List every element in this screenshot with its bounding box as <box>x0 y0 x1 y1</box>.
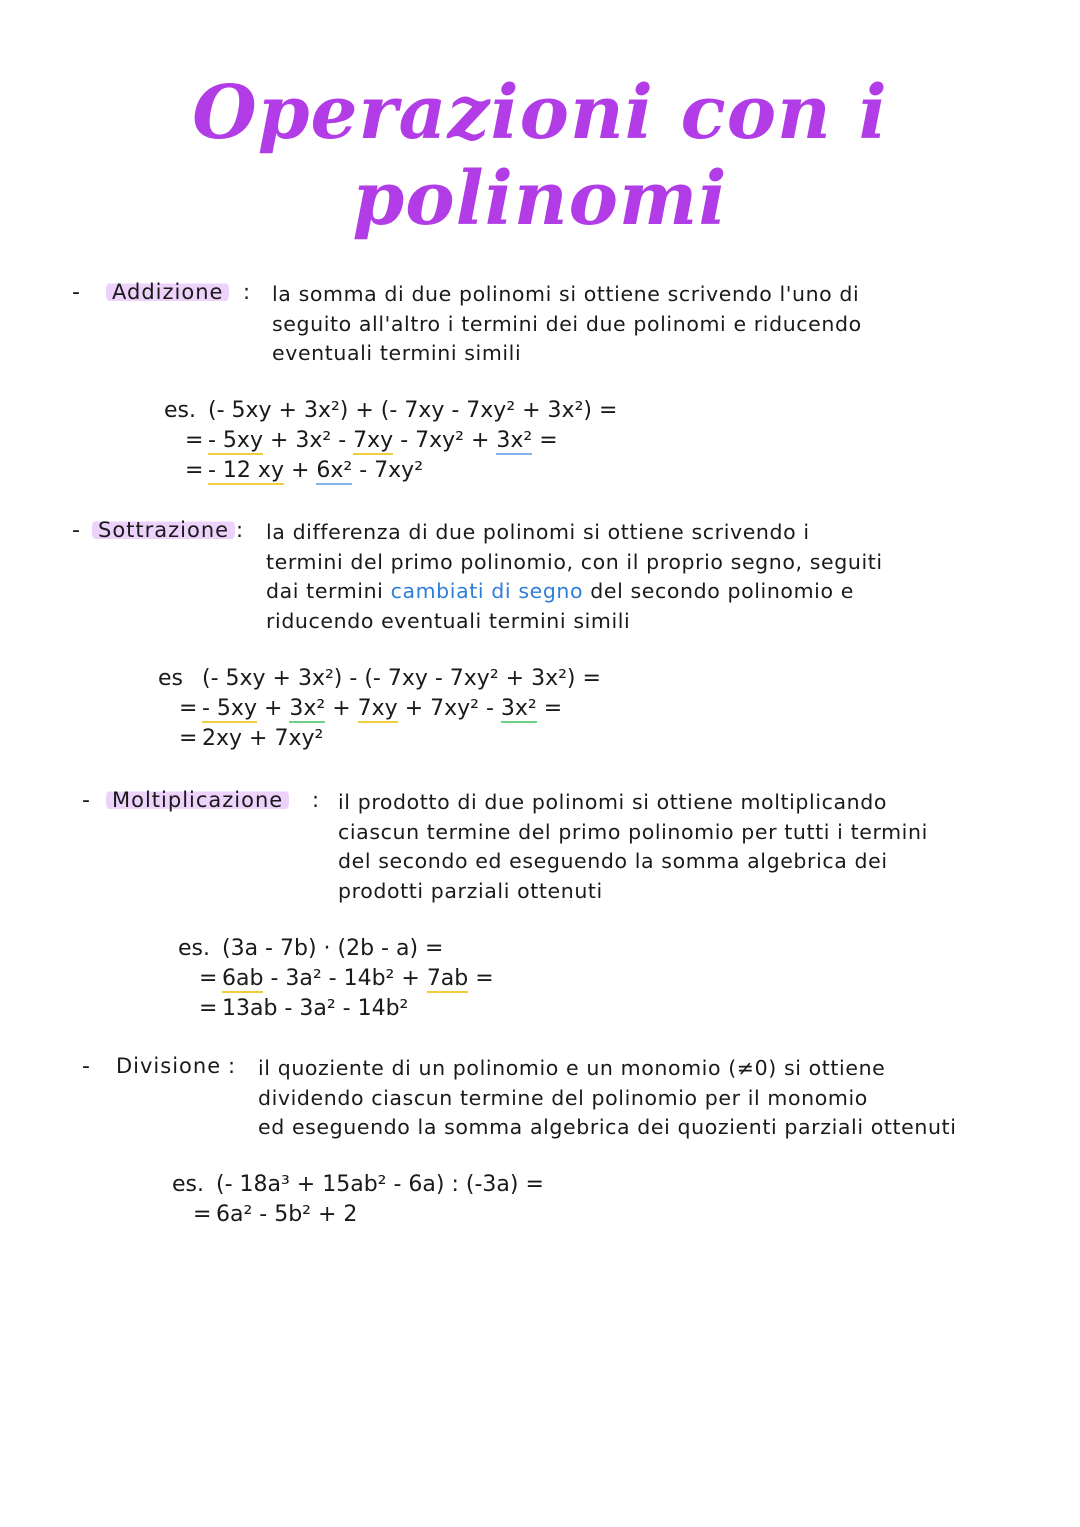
term: = <box>468 966 494 991</box>
bullet-dash: - <box>72 280 80 305</box>
term: - 7xy² <box>352 458 424 483</box>
bullet-dash: - <box>82 788 90 813</box>
example-line <box>158 694 601 724</box>
description-line: seguito all'altro i termini dei due polinomi e riducendo <box>272 311 862 336</box>
example-line <box>158 724 601 754</box>
term: + <box>325 696 358 721</box>
text-span: del secondo polinomio e <box>583 579 854 603</box>
description-line <box>266 577 1006 607</box>
result: 2xy + 7xy² <box>202 726 324 751</box>
example-prefix: es. <box>178 936 210 961</box>
description-line: il prodotto di due polinomi si ottiene moltiplicando <box>338 790 888 814</box>
term-underlined: - 12 xy <box>208 458 284 483</box>
term: + 3x² - <box>262 428 354 453</box>
description-line: ciascun termine del primo polinomio per tutti i termini <box>338 819 928 844</box>
term-underlined: 7xy <box>357 696 398 721</box>
example-line <box>164 456 617 486</box>
bullet-dash: - <box>82 1054 90 1079</box>
equals-sign: = <box>172 1202 212 1227</box>
term: + <box>256 696 290 721</box>
expression: (- 5xy + 3x²) - (- 7xy - 7xy² + 3x²) = <box>202 666 601 691</box>
term: + 7xy² - <box>397 696 501 721</box>
section-description <box>338 788 1078 906</box>
equals-sign: = <box>158 726 198 751</box>
example-line <box>158 664 601 694</box>
emphasis-text: cambiati di segno <box>390 579 584 603</box>
term-underlined: - 5xy <box>208 428 263 453</box>
description-line: dividendo ciascun termine del polinomio per il monomio <box>258 1085 868 1110</box>
section-label: Divisione <box>116 1054 222 1078</box>
result: 6a² - 5b² + 2 <box>216 1202 358 1227</box>
result: 13ab - 3a² - 14b² <box>222 996 409 1021</box>
section-label: Sottrazione <box>92 518 235 542</box>
equals-sign: = <box>164 458 204 483</box>
example-sottrazione <box>158 664 601 754</box>
example-prefix: es. <box>164 398 196 423</box>
label-colon: : <box>236 518 244 542</box>
example-moltiplicazione <box>178 934 494 1024</box>
example-line <box>178 934 494 964</box>
term: - 7xy² + <box>393 428 497 453</box>
example-line <box>172 1170 544 1200</box>
term-underlined: 3x² <box>289 696 326 721</box>
equals-sign: = <box>158 696 198 721</box>
example-line <box>172 1200 544 1230</box>
equals-sign: = <box>178 966 218 991</box>
bullet-dash: - <box>72 518 80 543</box>
description-line: riducendo eventuali termini simili <box>266 608 631 633</box>
example-line <box>178 964 494 994</box>
term-underlined: 3x² <box>496 428 533 453</box>
example-line <box>178 994 494 1024</box>
example-divisione <box>172 1170 544 1230</box>
term: = <box>532 428 558 453</box>
section-label: Moltiplicazione <box>106 788 289 812</box>
description-line: la somma di due polinomi si ottiene scrivendo l'uno di <box>272 282 860 306</box>
example-addizione <box>164 396 617 486</box>
section-label: Addizione <box>106 280 229 304</box>
description-line: la differenza di due polinomi si ottiene scrivendo i <box>266 520 810 544</box>
example-prefix: es <box>158 666 183 691</box>
term-underlined: 6ab <box>222 966 264 991</box>
expression: (- 5xy + 3x²) + (- 7xy - 7xy² + 3x²) = <box>208 398 618 423</box>
section-description <box>258 1054 998 1143</box>
label-colon: : <box>228 1054 236 1078</box>
page-title: Operazioni con i polinomi <box>192 70 888 242</box>
section-description <box>266 518 1006 636</box>
term: - 3a² - 14b² + <box>263 966 427 991</box>
term-underlined: 3x² <box>500 696 537 721</box>
description-line: del secondo ed eseguendo la somma algebrica dei <box>338 849 888 873</box>
example-line <box>164 396 617 426</box>
description-line: eventuali termini simili <box>272 341 522 365</box>
term-underlined: 7xy <box>353 428 394 453</box>
label-colon: : <box>243 280 251 304</box>
term-underlined: - 5xy <box>202 696 257 721</box>
description-line: prodotti parziali ottenuti <box>338 878 603 903</box>
example-prefix: es. <box>172 1172 204 1197</box>
term-underlined: 6x² <box>316 458 353 483</box>
equals-sign: = <box>164 428 204 453</box>
label-colon: : <box>312 788 320 812</box>
example-line <box>164 426 617 456</box>
term: + <box>283 458 317 483</box>
term-underlined: 7ab <box>426 966 469 991</box>
text-span: dai termini <box>266 579 391 603</box>
expression: (- 18a³ + 15ab² - 6a) : (-3a) = <box>216 1172 544 1197</box>
term: = <box>536 696 563 721</box>
equals-sign: = <box>178 996 218 1021</box>
description-line: termini del primo polinomio, con il proprio segno, seguiti <box>266 549 883 574</box>
section-description <box>272 280 1012 369</box>
expression: (3a - 7b) · (2b - a) = <box>222 936 444 961</box>
description-line: il quoziente di un polinomio e un monomio (≠0) si ottiene <box>258 1056 886 1080</box>
description-line: ed eseguendo la somma algebrica dei quozienti parziali ottenuti <box>258 1115 957 1139</box>
